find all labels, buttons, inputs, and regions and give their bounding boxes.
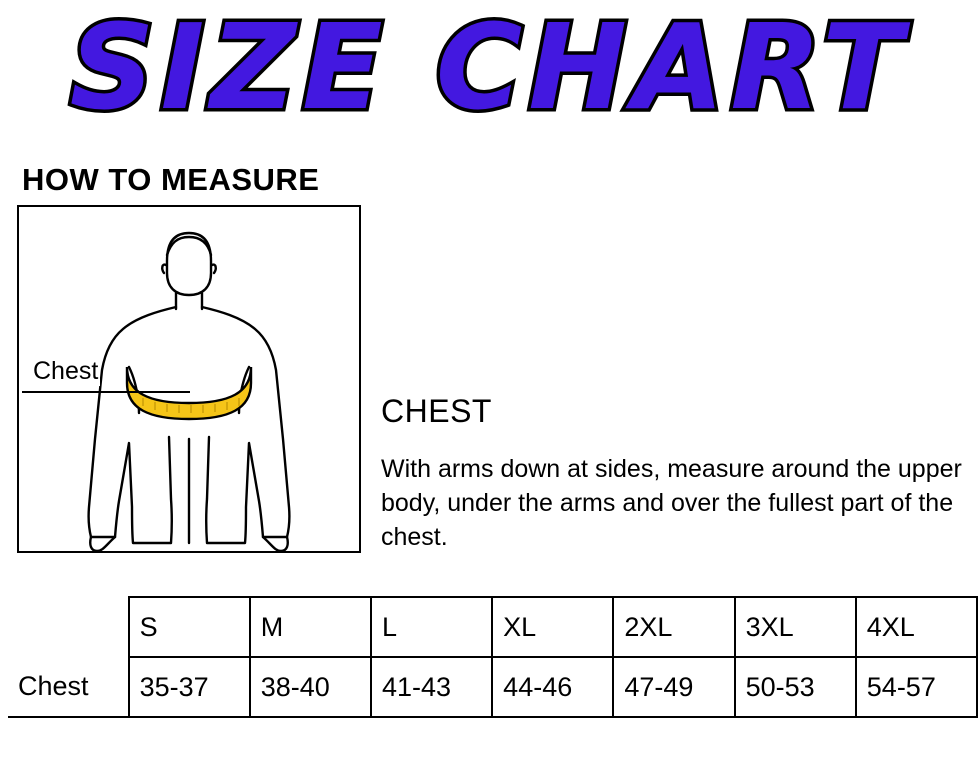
size-chart-table [8,596,978,718]
cell-chest-s: 35-37 [129,657,250,717]
header-cell-empty [8,597,129,657]
chest-tape-measure [127,367,251,419]
header-cell-m: M [250,597,371,657]
page-title: SIZE CHART [69,0,909,136]
header-cell-4xl: 4XL [856,597,977,657]
cell-chest-xl: 44-46 [492,657,613,717]
table-header-row [8,597,977,657]
chest-measure-label: Chest [33,357,99,385]
cell-chest-m: 38-40 [250,657,371,717]
chest-leader-line [22,391,190,393]
header-cell-3xl: 3XL [735,597,856,657]
cell-chest-l: 41-43 [371,657,492,717]
header-cell-s: S [129,597,250,657]
row-label-chest: Chest [8,657,129,717]
header-cell-l: L [371,597,492,657]
header-cell-xl: XL [492,597,613,657]
header-cell-2xl: 2XL [613,597,734,657]
cell-chest-4xl: 54-57 [856,657,977,717]
how-to-measure-heading: HOW TO MEASURE [22,162,320,197]
table-row [8,657,977,717]
cell-chest-3xl: 50-53 [735,657,856,717]
description-title: CHEST [381,393,492,429]
cell-chest-2xl: 47-49 [613,657,734,717]
description-body: With arms down at sides, measure around the upper body, under the arms and over the fullest part of the chest. [381,455,962,551]
